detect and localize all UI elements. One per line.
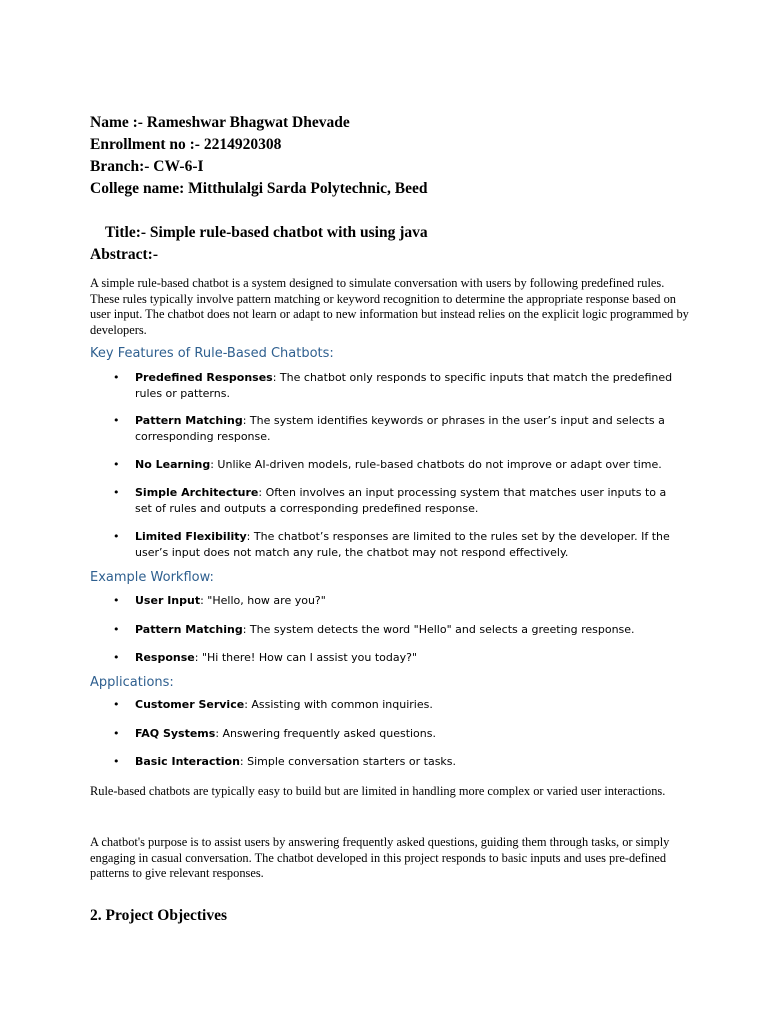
- item-term: Limited Flexibility: [135, 530, 247, 543]
- abstract-heading: Abstract:-: [90, 246, 159, 263]
- list-item: [135, 413, 685, 445]
- bullet-icon: •: [113, 458, 120, 471]
- bullet-icon: •: [113, 486, 120, 499]
- summary-paragraph: Rule-based chatbots are typically easy to build but are limited in handling more complex or varied user interactions.: [90, 784, 666, 798]
- item-desc: : Often involves an input processing system that matches user inputs to a set of rules and outputs a corresponding predefined response.: [135, 486, 667, 515]
- item-desc: : Unlike AI-driven models, rule-based chatbots do not improve or adapt over time.: [210, 458, 662, 471]
- list-item: [135, 650, 685, 666]
- bullet-icon: •: [113, 755, 120, 768]
- bullet-icon: •: [113, 371, 120, 384]
- item-term: Response: [135, 651, 195, 664]
- enrollment-number: Enrollment no :- 2214920308: [90, 136, 282, 153]
- list-item: [135, 529, 685, 561]
- abstract-paragraph: A simple rule-based chatbot is a system designed to simulate conversation with users by following predefined rules. These rules typically involve pattern matching or keyword recognition to determine the appropriate response based on user input. The chatbot does not learn or adapt to new information but instead relies on the explicit logic programmed by developers.: [90, 276, 689, 337]
- college-name: College name: Mitthulalgi Sarda Polytechnic, Beed: [90, 180, 428, 197]
- item-desc: : The chatbot only responds to specific inputs that match the predefined rules or patterns.: [135, 371, 673, 400]
- item-term: Customer Service: [135, 698, 245, 711]
- bullet-icon: •: [113, 698, 120, 711]
- item-term: Simple Architecture: [135, 486, 259, 499]
- item-term: No Learning: [135, 458, 211, 471]
- applications-heading: Applications:: [90, 675, 174, 690]
- item-desc: : The system identifies keywords or phrases in the user’s input and selects a corresponding response.: [135, 414, 665, 443]
- item-desc: : The system detects the word "Hello" and selects a greeting response.: [242, 623, 635, 636]
- item-term: Pattern Matching: [135, 623, 243, 636]
- bullet-icon: •: [113, 727, 120, 740]
- item-desc: : The chatbot’s responses are limited to the rules set by the developer. If the user’s input does not match any rule, the chatbot may not respond effectively.: [135, 530, 670, 559]
- item-desc: : "Hello, how are you?": [200, 594, 326, 607]
- item-term: Pattern Matching: [135, 414, 243, 427]
- list-item: [135, 754, 685, 770]
- item-term: FAQ Systems: [135, 727, 216, 740]
- item-desc: : Answering frequently asked questions.: [215, 727, 436, 740]
- item-term: User Input: [135, 594, 201, 607]
- bullet-icon: •: [113, 594, 120, 607]
- list-item: [135, 370, 685, 402]
- bullet-icon: •: [113, 414, 120, 427]
- item-desc: : "Hi there! How can I assist you today?": [194, 651, 418, 664]
- item-term: Predefined Responses: [135, 371, 273, 384]
- list-item: [135, 457, 685, 473]
- branch: Branch:- CW-6-I: [90, 158, 204, 175]
- section-heading-objectives: 2. Project Objectives: [90, 907, 228, 924]
- workflow-heading: Example Workflow:: [90, 570, 214, 585]
- bullet-icon: •: [113, 651, 120, 664]
- bullet-icon: •: [113, 530, 120, 543]
- item-desc: : Assisting with common inquiries.: [244, 698, 433, 711]
- list-item: [135, 485, 685, 517]
- item-desc: : Simple conversation starters or tasks.: [239, 755, 457, 768]
- purpose-paragraph: A chatbot's purpose is to assist users by answering frequently asked questions, guiding them through tasks, or simply engaging in casual conversation. The chatbot developed in this project responds to basic inputs and uses pre-defined patterns to give relevant responses.: [90, 835, 670, 880]
- document-title: Title:- Simple rule-based chatbot with using java: [105, 224, 428, 241]
- list-item: [135, 697, 685, 713]
- student-name: Name :- Rameshwar Bhagwat Dhevade: [90, 114, 350, 131]
- item-term: Basic Interaction: [135, 755, 240, 768]
- list-item: [135, 593, 685, 609]
- list-item: [135, 726, 685, 742]
- features-heading: Key Features of Rule-Based Chatbots:: [90, 346, 334, 361]
- bullet-icon: •: [113, 623, 120, 636]
- list-item: [135, 622, 685, 638]
- student-info: [90, 112, 428, 200]
